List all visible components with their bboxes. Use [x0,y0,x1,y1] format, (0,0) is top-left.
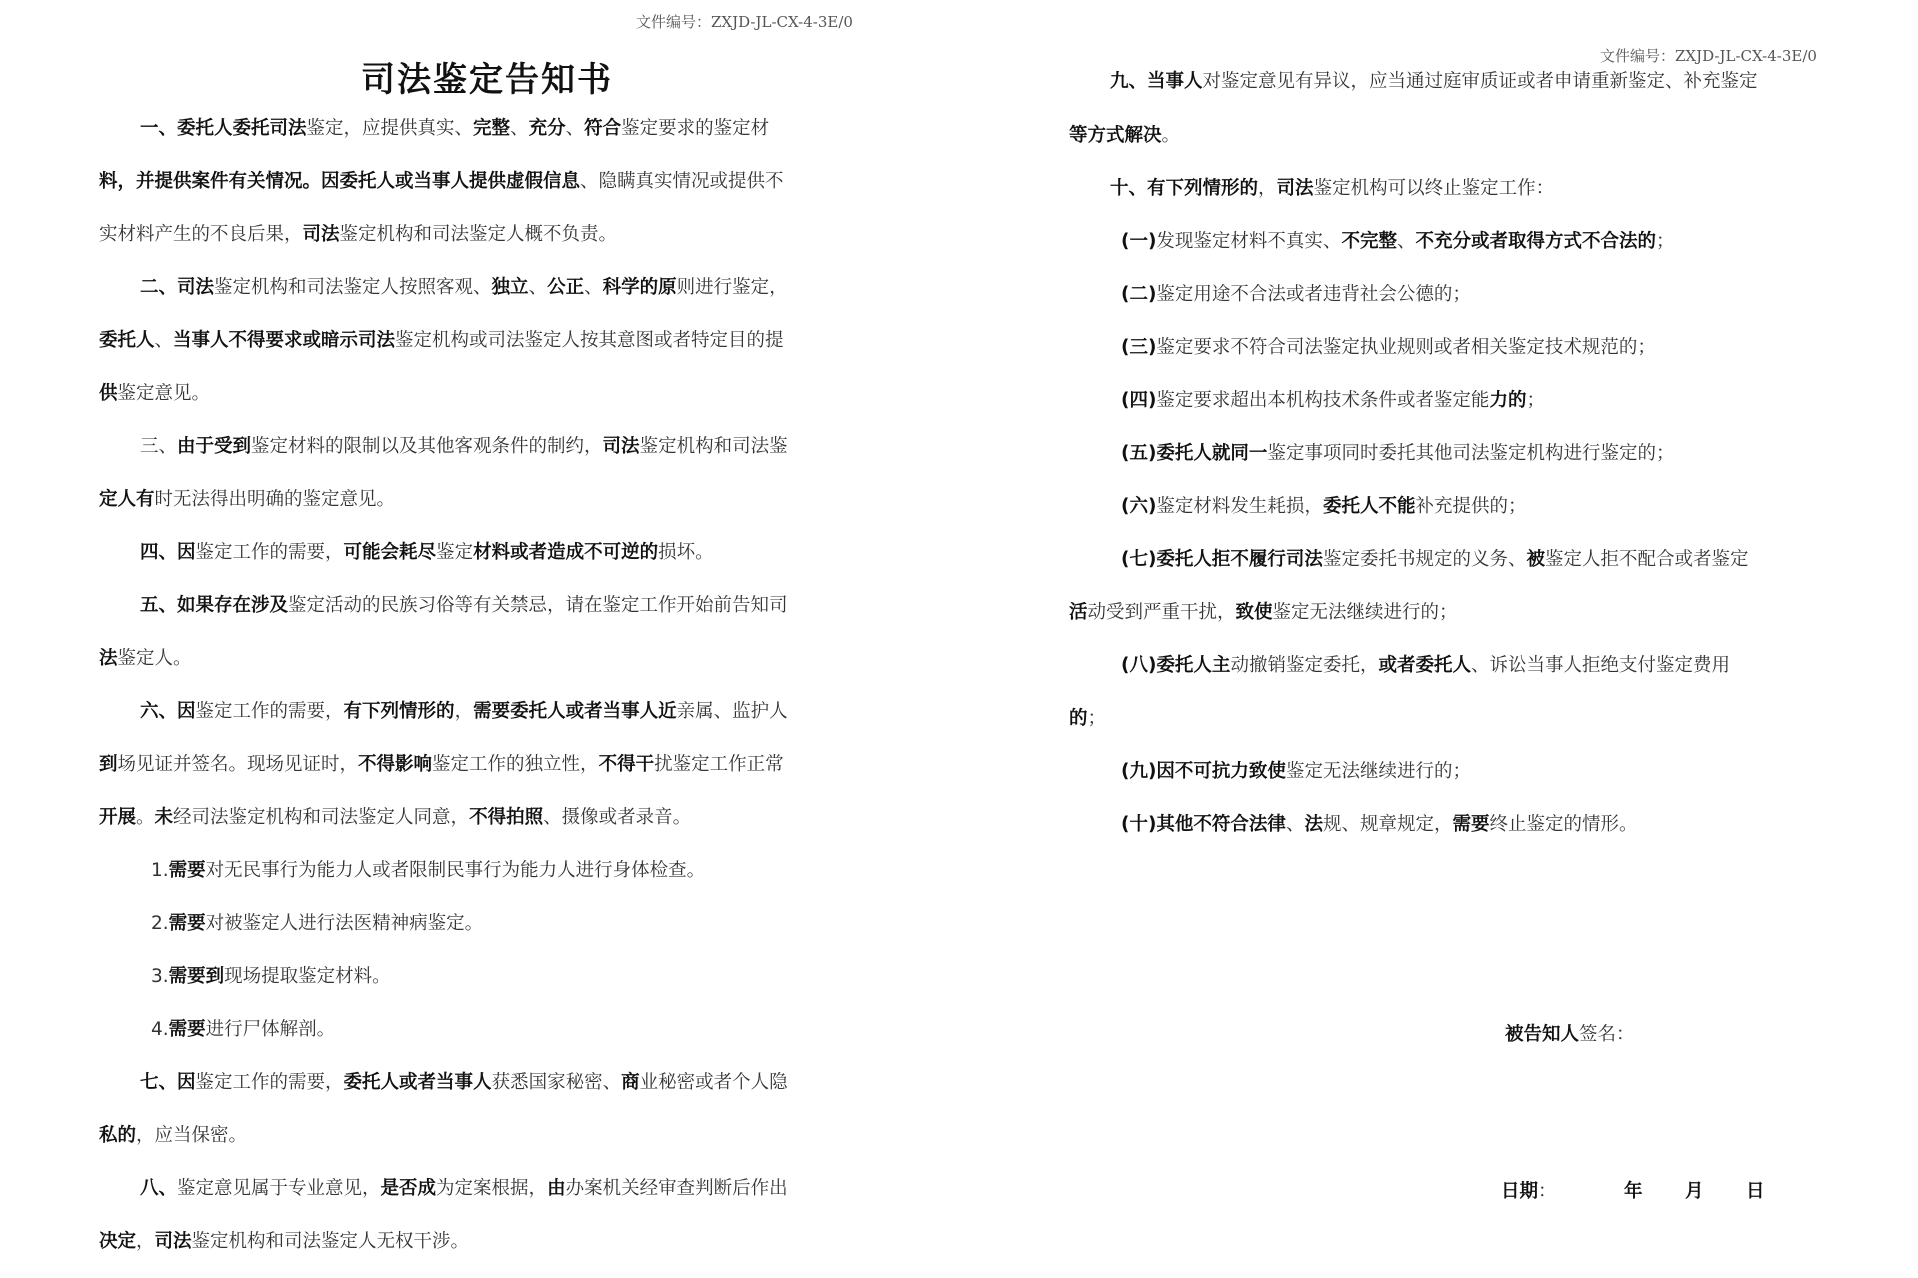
bold-text: 需要委托人或者当事人近 [473,701,677,722]
bold-text: 科学的原 [602,277,677,298]
bold-text: 料，并提供案件有关情况。因委托人或当事人提供虚假信息 [99,171,581,192]
text: 。 [1161,125,1181,146]
bold-text: 司法 [302,224,340,245]
text: 鉴定工作的需要， [195,701,344,722]
bold-text: (十) [1121,814,1157,835]
text: 、摄像或者录音。 [543,807,692,828]
text: 、 [510,118,529,139]
bold-text: 七、 [140,1072,178,1093]
bold-text: 等方式解决 [1069,125,1162,146]
bold-text: 是否成 [380,1178,437,1199]
right-text-line [1069,123,1180,149]
text: 扰鉴定工作正常 [654,754,784,775]
right-text-line [1685,1179,1704,1205]
text: 现场提取鉴定材料。 [224,966,391,987]
bold-text: 被告知人 [1505,1024,1580,1045]
bold-text: 需要 [168,1019,206,1040]
bold-text: 不充分或者取得方式不合法的 [1415,231,1656,252]
bold-text: 委托人主 [1156,655,1231,676]
bold-text: 日 [1746,1181,1765,1202]
bold-text: 因 [177,1072,196,1093]
left-text-line [99,381,210,407]
left-text-line [99,1229,469,1255]
bold-text: 委托人就同一 [1156,443,1268,464]
left-text-line [99,752,784,778]
text: 鉴定材料的限制以及其他客观条件的制约， [251,436,603,457]
document-number: 文件编号：ZXJD-JL-CX-4-3E/0 [636,13,853,31]
right-text-line [1746,1179,1765,1205]
text: ； [1526,390,1545,411]
text: 则进行鉴定， [676,277,788,298]
bold-text: 需要 [168,860,206,881]
bold-text: 未 [154,807,174,828]
bold-text: 定人有 [99,489,155,510]
right-text-line [1069,600,1458,626]
bold-text: 不得影响 [358,754,433,775]
bold-text: 委托人或者当事人 [343,1072,492,1093]
bold-text: 需要 [1452,814,1490,835]
bold-text: 活 [1069,602,1088,623]
text: 业秘密或者个人隐 [639,1072,788,1093]
bold-text: 需要到 [168,966,225,987]
text: 鉴定事项同时委托其他司法鉴定机构进行鉴定的； [1267,443,1675,464]
bold-text: 委托人不能 [1322,496,1416,517]
text: 进行尸体解剖。 [205,1019,336,1040]
text: ： [1538,1181,1557,1202]
bold-text: 有下列情形的 [343,701,455,722]
bold-text: (五) [1121,443,1157,464]
left-text-line [99,646,192,672]
text: ， [1258,178,1277,199]
text: 时无法得出明确的鉴定意见。 [154,489,396,510]
right-text-line [1110,176,1554,202]
right-text-line [1121,547,1748,573]
bold-text: (三) [1121,337,1157,358]
bold-text: 十、 [1110,178,1148,199]
text: 规、规章规定， [1322,814,1453,835]
left-text-line [140,275,788,301]
left-text-line [151,964,391,990]
text: 动受到严重干扰， [1087,602,1236,623]
left-text-line [140,1070,788,1096]
bold-text: 一、 [140,118,178,139]
left-text-line [99,222,617,248]
right-text-line [1121,759,1471,785]
left-text-line [99,328,784,354]
bold-text: 商 [621,1072,640,1093]
bold-text: (二) [1121,284,1157,305]
text: 鉴定人拒不配合或者鉴定 [1544,549,1749,570]
left-text-line [99,487,395,513]
bold-text: 到 [99,754,118,775]
text: 鉴定要求的鉴定材 [621,118,770,139]
text: 鉴定机构可以终止鉴定工作： [1313,178,1555,199]
left-text-line [99,805,691,831]
bold-text: (四) [1121,390,1157,411]
text: 、 [584,277,603,298]
left-text-line [140,434,788,460]
right-text-line [1624,1179,1643,1205]
left-text-line [140,540,714,566]
bold-text: 私的 [99,1125,137,1146]
text: 3. [151,966,169,987]
bold-text: 日期 [1501,1181,1539,1202]
text: 鉴定人。 [117,648,192,669]
bold-text: 四、 [140,542,178,563]
bold-text: 司法 [154,1231,192,1252]
text: 1. [151,860,169,881]
bold-text: (八) [1121,655,1157,676]
bold-text: (九) [1121,761,1157,782]
text: 、 [528,277,548,298]
text: 、 [1285,814,1305,835]
bold-text: 法 [1304,814,1323,835]
left-text-line [140,593,788,619]
bold-text: 由 [547,1178,566,1199]
right-text-line [1121,494,1526,520]
bold-text: (一) [1121,231,1157,252]
right-text-line [1121,335,1656,361]
text: 鉴定材料发生耗损， [1156,496,1323,517]
left-text-line [151,1017,335,1043]
text: 鉴定活动的民族习俗等有关禁忌，请在鉴定工作开始前告知司 [288,595,788,616]
text: ； [1655,231,1675,252]
bold-text: 力的 [1489,390,1527,411]
text: 经司法鉴定机构和司法鉴定人同意， [173,807,470,828]
document-page-right [960,0,1918,1278]
left-text-line [140,1176,788,1202]
bold-text: 法 [99,648,118,669]
bold-text: 不得干 [598,754,655,775]
bold-text: 五、 [140,595,178,616]
bold-text: 委托人拒不履行司法 [1156,549,1323,570]
text: 、 [154,330,174,351]
right-text-line [1069,706,1106,732]
right-text-line [1121,282,1471,308]
bold-text: 决定 [99,1231,137,1252]
bold-text: 不得拍照 [469,807,544,828]
left-text-line [151,858,705,884]
text: 4. [151,1019,169,1040]
text: 鉴定意见属于专业意见， [177,1178,381,1199]
text: 2. [151,913,169,934]
text: 获悉国家秘密、 [491,1072,622,1093]
text: 鉴定 [436,542,474,563]
bold-text: 因 [177,542,196,563]
bold-text: 被 [1526,549,1545,570]
right-text-line [1121,812,1638,838]
text: 、 [565,118,585,139]
text: 损坏。 [658,542,714,563]
text: 鉴定机构或司法鉴定人按其意图或者特定目的提 [395,330,784,351]
text: 鉴定工作的需要， [195,542,344,563]
text: 三、 [140,436,178,457]
bold-text: 八、 [140,1178,178,1199]
bold-text: 司法 [602,436,640,457]
bold-text: 司法 [177,277,215,298]
right-text-line [1121,388,1545,414]
left-text-line [140,699,788,725]
text: 发现鉴定材料不真实、 [1156,231,1342,252]
right-text-line [1505,1022,1635,1048]
bold-text: 因不可抗力致使 [1156,761,1286,782]
right-text-line [1121,441,1674,467]
text: 鉴定用途不合法或者违背社会公德的； [1156,284,1471,305]
text: 场见证并签名。现场见证时， [117,754,359,775]
bold-text: 或者委托人 [1378,655,1471,676]
text: 、隐瞒真实情况或提供不 [580,171,784,192]
bold-text: 委托人委托司法 [177,118,307,139]
text: ， [454,701,474,722]
bold-text: 由于受到 [177,436,252,457]
bold-text: 不完整 [1341,231,1397,252]
text: 鉴定机构和司法鉴定人概不负责。 [339,224,618,245]
bold-text: 需要 [168,913,206,934]
text: 鉴定工作的需要， [195,1072,344,1093]
text: 鉴定无法继续进行的； [1285,761,1471,782]
bold-text: 年 [1624,1181,1643,1202]
bold-text: 当事人 [1147,71,1203,92]
text: 鉴定要求不符合司法鉴定执业规则或者相关鉴定技术规范的； [1156,337,1656,358]
text: 办案机关经审查判断后作出 [565,1178,788,1199]
bold-text: 完整 [473,118,511,139]
text: ，应当保密。 [136,1125,248,1146]
text: 鉴定委托书规定的义务、 [1322,549,1527,570]
bold-text: 独立 [491,277,529,298]
bold-text: 九、 [1110,71,1148,92]
bold-text: 充分 [528,118,566,139]
text: 鉴定无法继续进行的； [1272,602,1458,623]
text: 鉴定意见。 [117,383,211,404]
left-text-line [99,169,784,195]
bold-text: 委托人 [99,330,155,351]
text: ， [136,1231,155,1252]
bold-text: 供 [99,383,118,404]
left-text-line [140,116,769,142]
right-text-line [1110,69,1758,95]
text: 对无民事行为能力人或者限制民事行为能力人进行身体检查。 [205,860,706,881]
right-text-line [1121,653,1730,679]
text: 、 [1396,231,1416,252]
text: 鉴定机构和司法鉴定人无权干涉。 [191,1231,470,1252]
bold-text: 有下列情形的 [1147,178,1259,199]
text: 终止鉴定的情形。 [1489,814,1638,835]
bold-text: 如果存在涉及 [177,595,289,616]
bold-text: 材料或者造成不可逆的 [473,542,659,563]
text: 为定案根据， [436,1178,548,1199]
text: 鉴定工作的独立性， [432,754,599,775]
bold-text: 公正 [547,277,585,298]
bold-text: 月 [1685,1181,1704,1202]
bold-text: 六、 [140,701,178,722]
bold-text: (七) [1121,549,1157,570]
bold-text: 司法 [1276,178,1314,199]
bold-text: 当事人不得要求或暗示司法 [173,330,396,351]
text: 鉴定机构和司法鉴 [639,436,788,457]
bold-text: 符合 [584,118,622,139]
bold-text: 开展 [99,807,137,828]
bold-text: 其他不符合法律 [1156,814,1286,835]
text: 实材料产生的不良后果， [99,224,303,245]
text: 对被鉴定人进行法医精神病鉴定。 [205,913,484,934]
left-text-line [99,1123,247,1149]
text: 鉴定要求超出本机构技术条件或者鉴定能 [1156,390,1490,411]
text: 签名： [1579,1024,1635,1045]
bold-text: 二、 [140,277,178,298]
text: 对鉴定意见有异议，应当通过庭审质证或者申请重新鉴定、补充鉴定 [1202,71,1758,92]
text: 补充提供的； [1415,496,1527,517]
bold-text: 致使 [1235,602,1273,623]
text: ； [1087,708,1107,729]
text: 、诉讼当事人拒绝支付鉴定费用 [1470,655,1730,676]
document-title: 司法鉴定告知书 [361,60,613,100]
document-number: 文件编号：ZXJD-JL-CX-4-3E/0 [1600,47,1817,65]
bold-text: 可能会耗尽 [343,542,437,563]
bold-text: 因 [177,701,196,722]
left-text-line [151,911,483,937]
bold-text: (六) [1121,496,1157,517]
text: 鉴定，应提供真实、 [306,118,474,139]
text: 亲属、监护人 [676,701,788,722]
text: 动撤销鉴定委托， [1230,655,1379,676]
bold-text: 的 [1069,708,1088,729]
text: 鉴定机构和司法鉴定人按照客观、 [214,277,492,298]
text: 。 [136,807,155,828]
right-text-line [1501,1179,1557,1205]
right-text-line [1121,229,1675,255]
